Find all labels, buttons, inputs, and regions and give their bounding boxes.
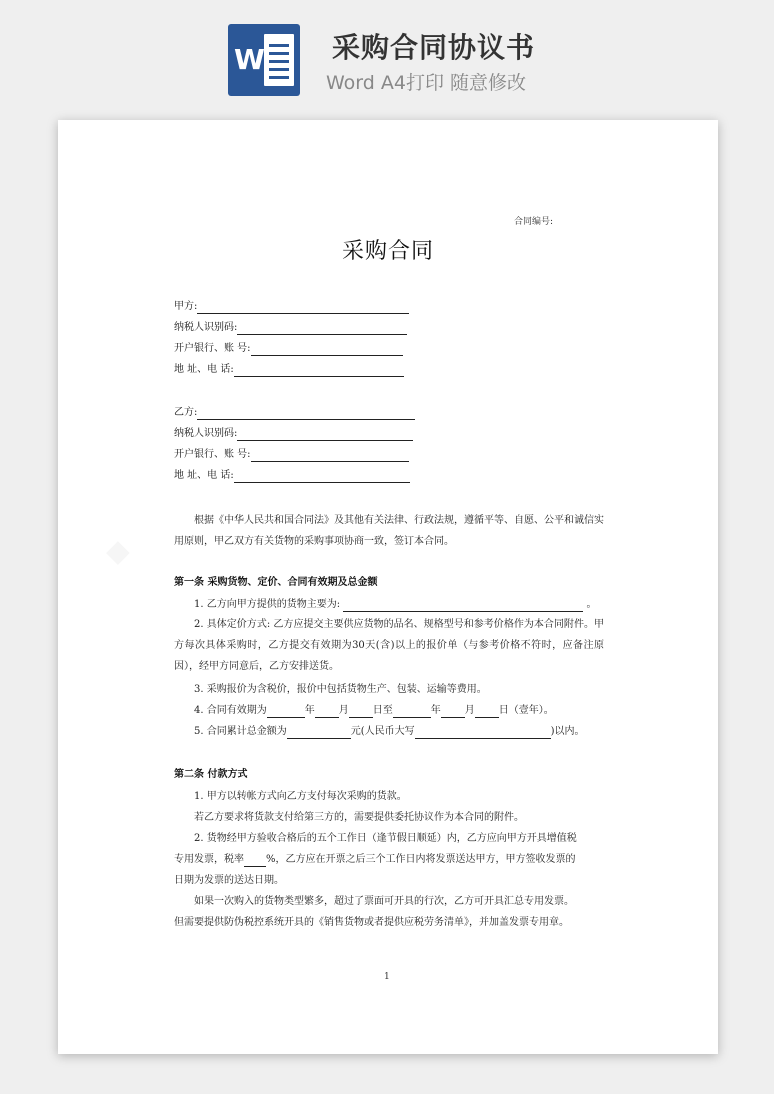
- word-icon-letter: W: [234, 43, 265, 76]
- watermark: [102, 536, 134, 568]
- section-1-heading: 第一条 采购货物、定价、合同有效期及总金额: [174, 577, 378, 588]
- party-a-tax-blank[interactable]: [237, 324, 407, 335]
- validity-text-7: 日（壹年）。: [498, 705, 554, 716]
- section-2-paragraph-a: 如果一次购入的货物类型繁多，超过了票面可开具的行次，乙方可开具汇总专用发票。: [194, 896, 574, 907]
- amount-in-words-blank[interactable]: [415, 728, 551, 739]
- tax-rate-suffix: %，乙方应在开票之后三个工作日内将发票送达甲方，甲方签收发票的: [266, 854, 576, 865]
- start-day-blank[interactable]: [349, 707, 373, 718]
- section-1-item-2: 2. 具体定价方式: 乙方应提交主要供应货物的品名、规格型号和参考价格作为本合同附件。甲方每次具体采购时，乙方提交有效期为30天(含)以上的报价单（与参考价格不符时，应备注原因），经甲方同意后，乙方安排送货。: [174, 619, 604, 672]
- tax-rate-text: 专用发票，税率: [174, 854, 244, 865]
- party-a-bank-blank[interactable]: [251, 345, 403, 356]
- section-1-item-1: [194, 598, 596, 612]
- party-a-bank-field[interactable]: [174, 342, 403, 356]
- section-2-item-2-line-3: 日期为发票的送达日期。: [174, 875, 284, 886]
- section-2-heading: 第二条 付款方式: [174, 769, 248, 780]
- banner-subtitle: Word A4打印 随意修改: [326, 72, 527, 94]
- page-number: 1: [384, 972, 390, 982]
- party-b-bank-blank[interactable]: [251, 451, 409, 462]
- section-2-item-2-line-2: [174, 853, 576, 867]
- section-1-item-5: [194, 725, 585, 739]
- preamble-paragraph: 根据《中华人民共和国合同法》及其他有关法律、行政法规，遵循平等、自愿、公平和诚信实用原则，甲乙双方有关货物的采购事项协商一致，签订本合同。: [174, 515, 604, 547]
- start-year-blank[interactable]: [267, 707, 305, 718]
- party-b-name-field[interactable]: [174, 406, 415, 420]
- validity-text-3: 月: [338, 705, 349, 716]
- section-1-item-3: 3. 采购报价为含税价，报价中包括货物生产、包装、运输等费用。: [194, 684, 487, 695]
- party-b-bank-field[interactable]: [174, 448, 409, 462]
- party-a-address-field[interactable]: [174, 363, 404, 377]
- party-b-tax-field[interactable]: [174, 427, 413, 441]
- party-b-tax-blank[interactable]: [237, 430, 413, 441]
- validity-text-5: 年: [430, 705, 441, 716]
- section-1-item-1-suffix: 。: [586, 599, 597, 610]
- validity-text-1: 4. 合同有效期为: [194, 705, 267, 716]
- party-b-address-label: 地 址、电 话:: [174, 470, 234, 481]
- document-title: 采购合同: [341, 239, 434, 264]
- end-day-blank[interactable]: [475, 707, 499, 718]
- party-b-name-label: 乙方:: [174, 407, 198, 418]
- party-a-bank-label: 开户银行、账 号:: [174, 343, 251, 354]
- party-a-tax-field[interactable]: [174, 321, 407, 335]
- start-month-blank[interactable]: [315, 707, 339, 718]
- header-banner: [0, 0, 774, 110]
- validity-text-4: 日至: [372, 705, 393, 716]
- tax-rate-blank[interactable]: [244, 856, 266, 867]
- goods-blank[interactable]: [343, 601, 583, 612]
- party-b-name-blank[interactable]: [197, 409, 415, 420]
- section-2-item-2-line-1: 2. 货物经甲方验收合格后的五个工作日（逢节假日顺延）内，乙方应向甲方开具增值税: [194, 833, 577, 844]
- total-amount-mid: 元(人民币大写: [350, 726, 415, 737]
- validity-text-6: 月: [464, 705, 475, 716]
- word-icon-page: [264, 34, 294, 86]
- total-amount-blank[interactable]: [287, 728, 351, 739]
- section-2-paragraph-b: 但需要提供防伪税控系统开具的《销售货物或者提供应税劳务清单》，并加盖发票专用章。: [174, 917, 569, 928]
- party-b-tax-label: 纳税人识别码:: [174, 428, 238, 439]
- party-a-tax-label: 纳税人识别码:: [174, 322, 238, 333]
- section-2-item-1: 1. 甲方以转帐方式向乙方支付每次采购的货款。: [194, 791, 407, 802]
- total-amount-suffix: )以内。: [550, 726, 585, 737]
- party-a-name-label: 甲方:: [174, 301, 198, 312]
- banner-title: 采购合同协议书: [332, 31, 536, 64]
- total-amount-text: 5. 合同累计总金额为: [194, 726, 287, 737]
- party-b-address-field[interactable]: [174, 469, 410, 483]
- contract-number-label: 合同编号:: [514, 217, 554, 227]
- document-page: [58, 120, 718, 1054]
- party-b-address-blank[interactable]: [234, 472, 410, 483]
- party-b-bank-label: 开户银行、账 号:: [174, 449, 251, 460]
- party-a-address-label: 地 址、电 话:: [174, 364, 234, 375]
- section-2-note: 若乙方要求将货款支付给第三方的，需要提供委托协议作为本合同的附件。: [194, 812, 524, 823]
- party-a-name-blank[interactable]: [197, 303, 409, 314]
- end-year-blank[interactable]: [393, 707, 431, 718]
- validity-text-2: 年: [304, 705, 315, 716]
- party-a-name-field[interactable]: [174, 300, 409, 314]
- party-a-address-blank[interactable]: [234, 366, 404, 377]
- end-month-blank[interactable]: [441, 707, 465, 718]
- section-1-item-1-text: 1. 乙方向甲方提供的货物主要为:: [194, 599, 341, 610]
- section-1-item-4: [194, 704, 554, 718]
- word-document-icon: [228, 24, 300, 96]
